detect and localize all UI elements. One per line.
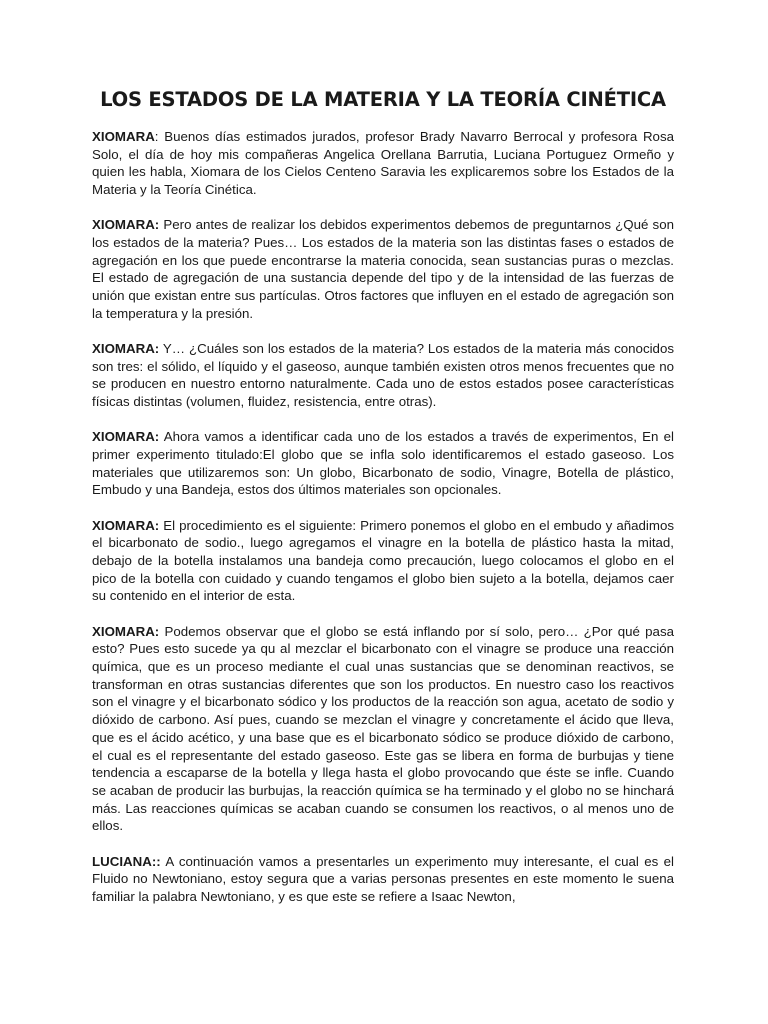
speaker-name: XIOMARA:	[92, 341, 160, 357]
paragraph-text: Ahora vamos a identificar cada uno de los estados a través de experimentos, En el primer experimento titulado:El globo que se infla solo identificaremos el estado gaseoso. Los materiales que utilizaremos son: Un globo, Bicarbonato de sodio, Vinagre, Botella de plástico, Embudo y una Bandeja, estos dos últimos materiales son opcionales.	[92, 429, 674, 498]
paragraph	[92, 428, 674, 499]
paragraph	[92, 128, 674, 199]
document-page	[92, 86, 674, 923]
speaker-name: XIOMARA:	[92, 217, 160, 233]
paragraph-text: Y… ¿Cuáles son los estados de la materia? Los estados de la materia más conocidos son tres: el sólido, el líquido y el gaseoso, aunque también existen otros menos frecuentes que no se producen en nuestro entorno naturalmente. Cada uno de estos estados posee características físicas distintas (volumen, fluidez, resistencia, entre otras).	[92, 341, 674, 410]
paragraph-text: A continuación vamos a presentarles un experimento muy interesante, el cual es el Fluido no Newtoniano, estoy segura que a varias personas presentes en este momento le suena familiar la palabra Newtoniano, y es que este se refiere a Isaac Newton,	[92, 853, 674, 905]
paragraph-text: : Buenos días estimados jurados, profesor Brady Navarro Berrocal y profesora Rosa Solo, el día de hoy mis compañeras Angelica Orellana Barrutia, Luciana Portuguez Ormeño y quien les habla, Xiomara de los Cielos Centeno Saravia les explicaremos sobre los Estados de la Materia y la Teoría Cinética.	[92, 129, 674, 198]
speaker-name: LUCIANA::	[92, 853, 161, 869]
document-title: LOS ESTADOS DE LA MATERIA Y LA TEORÍA CINÉTICA	[100, 88, 666, 111]
paragraph	[92, 340, 674, 411]
paragraph	[92, 216, 674, 322]
paragraph-text: Podemos observar que el globo se está inflando por sí solo, pero… ¿Por qué pasa esto? Pues esto sucede ya qu al mezclar el bicarbonato con el vinagre se produce una reacción química, que es un proceso mediante el cual unas sustancias que se denominan reactivos, se transforman en otras sustancias diferentes que son los productos. En nuestro caso los reactivos son el vinagre y el bicarbonato sódico y los productos de la reacción son agua, acetato de sodio y dióxido de carbono. Así pues, cuando se mezclan el vinagre y concretamente el ácido que lleva, que es el ácido acético, y una base que es el bicarbonato sódico se produce dióxido de carbono, el cual es el representante del estado gaseoso. Este gas se libera en forma de burbujas y tiene tendencia a escaparse de la botella y llega hasta el globo provocando que éste se infle. Cuando se acaban de producir las burbujas, la reacción química se ha terminado y el globo no se hinchará más. Las reacciones químicas se acaban cuando se consumen los reactivos, o al menos uno de ellos.	[92, 623, 674, 834]
speaker-name: XIOMARA:	[92, 623, 160, 639]
speaker-name: XIOMARA:	[92, 517, 160, 533]
paragraph-text: Pero antes de realizar los debidos experimentos debemos de preguntarnos ¿Qué son los estados de la materia? Pues… Los estados de la materia son las distintas fases o estados de agregación en los que puede encontrarse la materia conocida, sean sustancias puras o mezclas. El estado de agregación de una sustancia depende del tipo y de la intensidad de las fuerzas de unión que existan entre sus partículas. Otros factores que influyen en el estado de agregación son la temperatura y la presión.	[92, 217, 674, 321]
paragraph	[92, 517, 674, 606]
paragraph	[92, 623, 674, 835]
paragraph-text: El procedimiento es el siguiente: Primero ponemos el globo en el embudo y añadimos el bicarbonato de sodio., luego agregamos el vinagre en la botella de plástico hasta la mitad, debajo de la botella instalamos una bandeja como precaución, luego colocamos el globo en el pico de la botella con cuidado y cuando tengamos el globo bien sujeto a la botella, dejamos caer su contenido en el interior de esta.	[92, 517, 674, 604]
paragraph	[92, 853, 674, 906]
speaker-name: XIOMARA	[92, 129, 155, 144]
speaker-name: XIOMARA:	[92, 429, 160, 445]
